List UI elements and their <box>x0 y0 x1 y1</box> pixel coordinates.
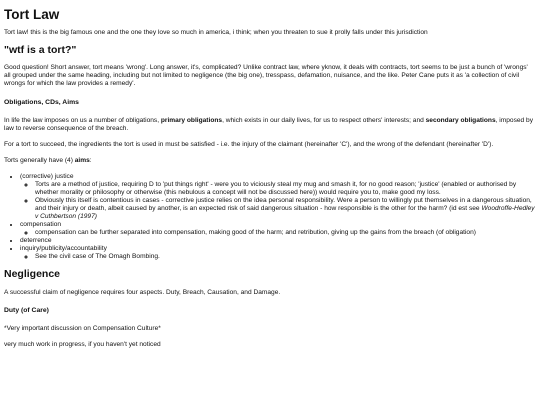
justice-sub-text: Obviously this itself is contentious in cases - corrective justice relies on the idea personal responsibility. Were a person to willingly put themselves in a dangerous situation, and their injury or death, albeit caused by another, is an expected risk of said dangerous situation - how responsible is the other for the harm? (id est see <box>35 197 532 213</box>
aims-term: aims <box>74 156 90 164</box>
aims-intro-paragraph <box>4 157 535 165</box>
inquiry-sublist <box>20 253 535 261</box>
list-item <box>20 221 535 237</box>
aims-intro-colon: : <box>89 156 92 164</box>
secondary-obligations-term: secondary obligations <box>425 116 496 124</box>
list-item: ◦ compensation can be further separated into compensation, making good of the harm; and retribution, giving up the gains from the breach (of obligation) <box>35 229 535 237</box>
negligence-heading: Negligence <box>4 268 61 281</box>
aims-intro-text: Torts generally have (4) <box>4 156 75 164</box>
primary-obligations-term: primary obligations <box>160 116 223 124</box>
compensation-sublist <box>20 229 535 237</box>
list-item <box>20 173 535 221</box>
wip-note: very much work in progress, if you haven't yet noticed <box>4 341 161 349</box>
duty-note: *Very important discussion on Compensation Culture* <box>4 325 161 333</box>
justice-sublist <box>20 181 535 221</box>
list-item <box>35 197 535 221</box>
list-item <box>20 245 535 261</box>
intro-paragraph: Tort law! this is the big famous one and the one they love so much in america, i think; when you threaten to sue it prolly falls under this jurisdiction <box>4 28 428 36</box>
list-item: • deterrence <box>20 237 535 245</box>
duty-heading: Duty (of Care) <box>4 306 49 314</box>
obligations-text: , imposed by law to reverse consequence of the breach. <box>4 116 533 132</box>
case-citation: Woodroffe-Hedley v Cuthbertson (1997) <box>35 205 535 221</box>
wtf-paragraph: Good question! Short answer, tort means 'wrong'. Long answer, it's, complicated? Unlike contract law, where yknow, it deals with contracts, tort seems to be just a bunch of 'wrongs' all grouped under the same heading, including but not limited to negligence (the big one), tresspass, defamation, nuisance, and the like. Peter Cane puts it as 'a collection of civil wrongs for which the law provides a remedy'. <box>4 64 528 88</box>
list-item: ◦ See the civil case of The Omagh Bombing. <box>35 253 535 261</box>
aim-inquiry-label: inquiry/publicity/accountability <box>20 245 107 253</box>
obligations-text: , which exists in our daily lives, for us to respect others' interests; and <box>222 116 426 124</box>
aims-list <box>4 173 535 261</box>
obligations-heading: Obligations, CDs, Aims <box>4 98 79 106</box>
aim-justice-label: (corrective) justice <box>20 172 74 180</box>
aim-compensation-label: compensation <box>20 221 62 229</box>
list-item: ◦ Torts are a method of justice, requiring D to 'put things right' - were you to viciously steal my mug and smash it, for no good reason; 'justice' (enabled or authorised by whether morality or philosophy or otherwise (this nebulous a concept will not be discussed here)) would require you to, make good my loss. <box>35 181 535 197</box>
obligations-paragraph <box>4 117 535 133</box>
negligence-paragraph: A successful claim of negligence requires four aspects. Duty, Breach, Causation, and Damage. <box>4 288 281 296</box>
obligations-text: In life the law imposes on us a number of obligations, <box>4 116 161 124</box>
wtf-heading: "wtf is a tort?" <box>4 43 77 56</box>
page-title: Tort Law <box>4 7 60 22</box>
tort-ingredients-paragraph: For a tort to succeed, the ingredients the tort is used in must be satisfied - i.e. the injury of the claimant (hereinafter 'C'), and the wrong of the defendant (hereinafter 'D'). <box>4 140 494 148</box>
